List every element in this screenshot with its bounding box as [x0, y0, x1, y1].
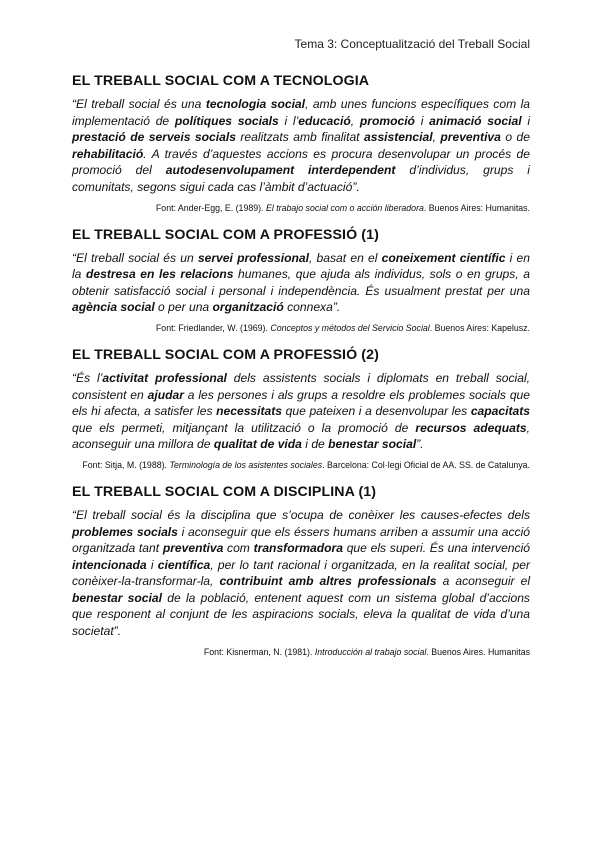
quote-emphasis: ajudar: [147, 387, 184, 402]
quote-text: “El treball social és un: [72, 250, 198, 265]
quote-text: , aconseguir una millora de: [72, 420, 530, 452]
quote-text: . A través d’aquestes accions es procura desenvolupar un procés de promoció del: [72, 146, 530, 178]
quote-emphasis: promoció: [359, 113, 415, 128]
citation-prefix: Font: Sitja, M. (1988).: [82, 459, 170, 470]
section-quote: [72, 507, 530, 640]
section-heading: EL TREBALL SOCIAL COM A DISCIPLINA (1): [72, 483, 377, 500]
quote-text: de la població, entenent aquest com un sistema global d’accions que responent al conjunt de les aspiracions socials, eleva la qualitat de vida d’una societat”.: [72, 590, 530, 639]
quote-emphasis: organització: [212, 300, 284, 315]
quote-text: ,: [432, 130, 441, 145]
citation-suffix: . Barcelona: Col·legi Oficial de AA. SS. de Catalunya.: [322, 459, 530, 470]
citation-title: Terminología de los asistentes sociales: [169, 459, 323, 470]
quote-emphasis: coneixement científic: [381, 250, 506, 265]
quote-text: , amb unes funcions específiques com la implementació de: [72, 97, 531, 128]
quote-emphasis: benestar social: [328, 437, 417, 452]
quote-emphasis: transformadora: [253, 541, 343, 556]
citation-prefix: Font: Ander-Egg, E. (1989).: [155, 202, 266, 213]
quote-text: que els permeti, mitjançant la utilització o la promoció de: [72, 420, 416, 435]
quote-text: o per una: [154, 300, 213, 315]
section-quote: [72, 96, 530, 196]
section-tecnologia: [72, 73, 530, 215]
quote-text: ,: [350, 113, 360, 128]
quote-emphasis: benestar social: [72, 590, 162, 605]
quote-emphasis: científica: [157, 557, 211, 572]
quote-text: que els superi. És una intervenció: [342, 541, 530, 556]
citation-title: Introducción al trabajo social: [314, 646, 427, 657]
citation-suffix: . Buenos Aires: Kapelusz.: [429, 322, 530, 333]
quote-text: i l’: [278, 113, 299, 128]
quote-emphasis: capacitats: [470, 404, 530, 419]
quote-text: connexa”.: [283, 300, 341, 315]
citation-prefix: Font: Friedlander, W. (1969).: [155, 322, 271, 333]
section-professio-1: [72, 227, 530, 335]
quote-text: “El treball social és una: [72, 97, 206, 111]
section-quote: [72, 250, 530, 316]
quote-text: dels assistents socials i diplomats en treball social, consistent en: [72, 370, 531, 402]
quote-text: d’individus, grups i comunitats, segons sigui cada cas l’àmbit d’actuació”.: [72, 163, 530, 194]
citation: [72, 202, 530, 215]
quote-emphasis: animació social: [429, 113, 522, 128]
section-professio-2: [72, 347, 530, 472]
quote-text: i: [414, 113, 430, 128]
citation-suffix: . Buenos Aires: Humanitas.: [423, 202, 530, 213]
quote-emphasis: preventiva: [440, 130, 501, 145]
quote-emphasis: intencionada: [72, 557, 147, 572]
quote-text: i de: [301, 437, 329, 452]
citation: [72, 646, 530, 659]
section-disciplina-1: [72, 484, 530, 659]
quote-emphasis: rehabilitació: [72, 146, 144, 161]
running-header: Tema 3: Conceptualització del Treball Social: [294, 37, 530, 51]
quote-emphasis: educació: [298, 113, 351, 128]
quote-text: a aconseguir el: [436, 574, 531, 589]
citation: [72, 459, 530, 472]
quote-emphasis: preventiva: [162, 541, 224, 556]
citation-title: Conceptos y métodos del Servicio Social: [270, 322, 430, 333]
section-heading: EL TREBALL SOCIAL COM A PROFESSIÓ (2): [72, 346, 379, 363]
quote-emphasis: qualitat de vida: [213, 437, 302, 452]
quote-text: “És l’: [72, 370, 103, 385]
citation-title: El trabajo social com o acción liberadora: [265, 202, 424, 213]
quote-text: “El treball social és la disciplina que s’ocupa de conèixer les causes-efectes dels: [72, 507, 530, 522]
section-heading: EL TREBALL SOCIAL COM A TECNOLOGIA: [72, 73, 370, 89]
quote-emphasis: necessitats: [216, 404, 283, 419]
section-quote: [72, 370, 530, 453]
quote-emphasis: contribuint amb altres professionals: [219, 574, 437, 589]
quote-text: ”.: [416, 437, 424, 452]
quote-text: i: [146, 557, 158, 572]
quote-text: a les persones i als grups a resoldre els problemes socials que els hi afecta, a satisfer les: [72, 387, 530, 419]
quote-emphasis: assistencial: [364, 130, 433, 145]
citation-prefix: Font: Kisnerman, N. (1981).: [203, 646, 315, 657]
quote-emphasis: autodesenvolupament interdependent: [165, 163, 396, 178]
quote-emphasis: recursos adequats: [415, 420, 527, 435]
quote-emphasis: tecnologia social: [205, 97, 306, 111]
quote-emphasis: polítiques socials: [174, 113, 279, 128]
quote-emphasis: activitat professional: [102, 370, 227, 385]
quote-text: i: [521, 113, 530, 128]
quote-text: o de: [500, 130, 530, 145]
quote-text: i aconseguir que els éssers humans arriben a assumir una acció organitzada tant: [72, 524, 530, 556]
quote-emphasis: destresa en les relacions: [85, 267, 234, 282]
quote-text: que pateixen i a desenvolupar les: [282, 404, 471, 419]
document-body: [72, 73, 530, 671]
quote-emphasis: prestació de serveis socials: [72, 130, 236, 145]
citation: [72, 322, 530, 335]
quote-text: realitzats amb finalitat: [235, 130, 364, 145]
quote-text: com: [223, 541, 254, 556]
quote-emphasis: agència social: [72, 300, 155, 315]
quote-text: , per lo tant racional i organitzada, en la realitat social, per conèixer-la-transformar-la,: [72, 557, 530, 589]
section-heading: EL TREBALL SOCIAL COM A PROFESSIÓ (1): [72, 226, 379, 243]
quote-emphasis: servei professional: [197, 250, 309, 265]
quote-text: i en la: [72, 250, 530, 282]
quote-text: humanes, que ajuda als individus, sols o en grups, a obtenir satisfacció social i personal i independència. És usualment prestat per una: [72, 267, 530, 298]
quote-text: , basat en el: [308, 250, 382, 265]
quote-emphasis: problemes socials: [72, 524, 178, 539]
citation-suffix: . Buenos Aires. Humanitas: [426, 646, 530, 657]
